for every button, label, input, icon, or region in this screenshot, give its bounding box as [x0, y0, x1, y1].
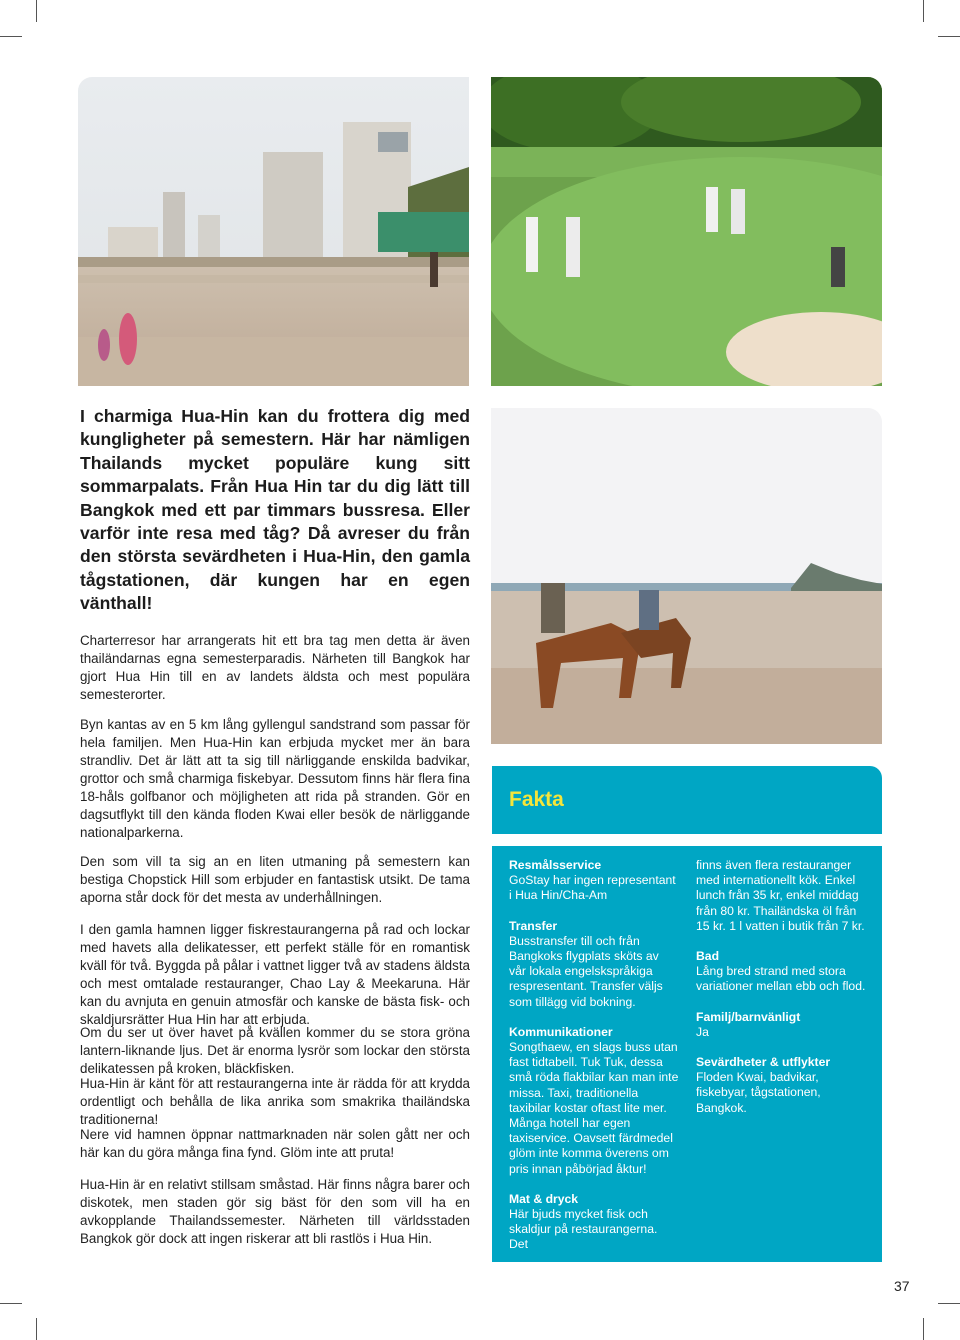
- body-paragraph: Byn kantas av en 5 km lång gyllengul sandstrand som passar för hela familjen. Men Hua-Hin kan erbjuda mycket mer än bara strandliv. Det är lätt att ta sig till närliggande enskilda badvikar, grottor och små charmiga fiskebyar. Dessutom finns här flera fina 18-håls golfbanor och möjligheten att rida på stranden. Gör en dagsutflykt till den kända floden Kwai eller besök de närliggande nationalparkerna.: [80, 717, 470, 840]
- fakta-text: Ja: [696, 1024, 709, 1039]
- crop-mark: [938, 36, 960, 37]
- crop-mark: [36, 0, 37, 22]
- fakta-heading: Mat & dryck: [509, 1191, 579, 1206]
- fakta-heading: Transfer: [509, 918, 558, 933]
- fakta-text: finns även flera restauranger med internationellt kök. Enkel lunch från 35 kr, enkel middag från 80 kr. Thailändska öl från 15 kr. 1 l vatten i butik från 7 kr.: [696, 858, 865, 933]
- fakta-heading: Bad: [696, 949, 720, 964]
- crop-mark: [923, 0, 924, 22]
- body-paragraph: Hua-Hin är känt för att restaurangerna inte är rädda för att krydda ordentligt och behålla de lika anrika som smakrika thailändska traditionerna!: [80, 1076, 470, 1127]
- lead-paragraph: I charmiga Hua-Hin kan du frottera dig med kungligheter på semestern. Här har nämligen Thailands mycket populäre kung sitt sommarpalats. Från Hua Hin tar du dig lätt till Bangkok med ett par timmars bussresa. Eller varför inte resa med tåg? Då avreser du från den största sevärdheten i Hua-Hin, den gamla tågstationen, där kungen har en egen vänthall!: [80, 406, 470, 614]
- fakta-text: Busstransfer till och från Bangkoks flygplats sköts av vår lokala engelskspråkiga respresentant. Transfer väljs som tillägg vid bokning.: [509, 933, 663, 1009]
- fakta-heading: Kommunikationer: [509, 1024, 613, 1039]
- fakta-heading: Familj/barnvänligt: [696, 1009, 801, 1024]
- body-paragraph: Hua-Hin är en relativt stillsam småstad. Här finns några barer och diskotek, men staden gör sig bäst för den som vill ha en avkopplande Thailandssemester. Närheten till världsstaden Bangkok gör dock att ingen riskerar att bli rastlös i Hua Hin.: [80, 1177, 470, 1246]
- page-number: 37: [894, 1278, 910, 1294]
- fakta-text: Songthaew, en slags buss utan fast tidtabell. Tuk Tuk, dessa små röda flakbilar kan man inte missa. Taxi, traditionella taxibilar kostar oftast lite mer. Många hotell har egen taxiservice. Oavsett färdmedel glöm inte komma överens om pris innan påbörjad åktur!: [509, 1040, 679, 1176]
- fakta-text: Floden Kwai, badvikar, fiskebyar, tågstationen, Bangkok.: [696, 1070, 821, 1115]
- beach-horses-photo: [491, 408, 882, 744]
- crop-mark: [938, 1303, 960, 1304]
- fakta-text: Lång bred strand med stora variationer mellan ebb och flod.: [696, 964, 866, 994]
- crop-mark: [923, 1318, 924, 1340]
- fakta-column-right: [696, 858, 866, 1131]
- fakta-heading: Resmålsservice: [509, 858, 602, 872]
- body-paragraph: Den som vill ta sig an en liten utmaning på semestern kan bestiga Chopstick Hill som erbjuder en fantastisk utsikt. De tama aporna står dock för det mesta av underhållningen.: [80, 854, 470, 905]
- beach-hotels-photo: [78, 77, 469, 386]
- crop-mark: [36, 1318, 37, 1340]
- fakta-text: GoStay har ingen representant i Hua Hin/Cha-Am: [509, 873, 676, 903]
- body-paragraph: Nere vid hamnen öppnar nattmarknaden när solen gått ner och här kan du göra många fina fynd. Glöm inte att pruta!: [80, 1127, 470, 1160]
- fakta-column-left: [509, 858, 679, 1268]
- crop-mark: [0, 1303, 22, 1304]
- fakta-text: Här bjuds mycket fisk och skaldjur på restaurangerna. Det: [509, 1207, 658, 1252]
- fakta-title: Fakta: [509, 788, 564, 811]
- golf-course-photo: [491, 77, 882, 386]
- fakta-heading: Sevärdheter & utflykter: [696, 1055, 831, 1070]
- crop-mark: [0, 36, 22, 37]
- body-paragraph: I den gamla hamnen ligger fiskrestaurangerna på rad och lockar med havets alla delikatesser, ett perfekt ställe för en romantisk kväll för två. Byggda på pålar i vattnet ligger två av stadens äldsta och mest omtalade restauranger, Chao Lay & Meekaruna. Här kan du avnjuta en genuin atmosfär och kanske de bästa fisk- och skaldjursrätter Hua Hin har att erbjuda.: [80, 922, 470, 1027]
- fakta-header: [492, 766, 882, 834]
- body-paragraph: Charterresor har arrangerats hit ett bra tag men detta är även thailändarnas egna semesterparadis. Närheten till Bangkok har gjort Hua Hin till en av landets äldsta och mest populära semesterorter.: [80, 633, 470, 702]
- fakta-box: [492, 846, 882, 1262]
- body-paragraph: Om du ser ut över havet på kvällen kommer du se stora gröna lantern-liknande ljus. Det är enorma lysrör som lockar den största delikatessen på kroken, bläckfisken.: [80, 1025, 470, 1076]
